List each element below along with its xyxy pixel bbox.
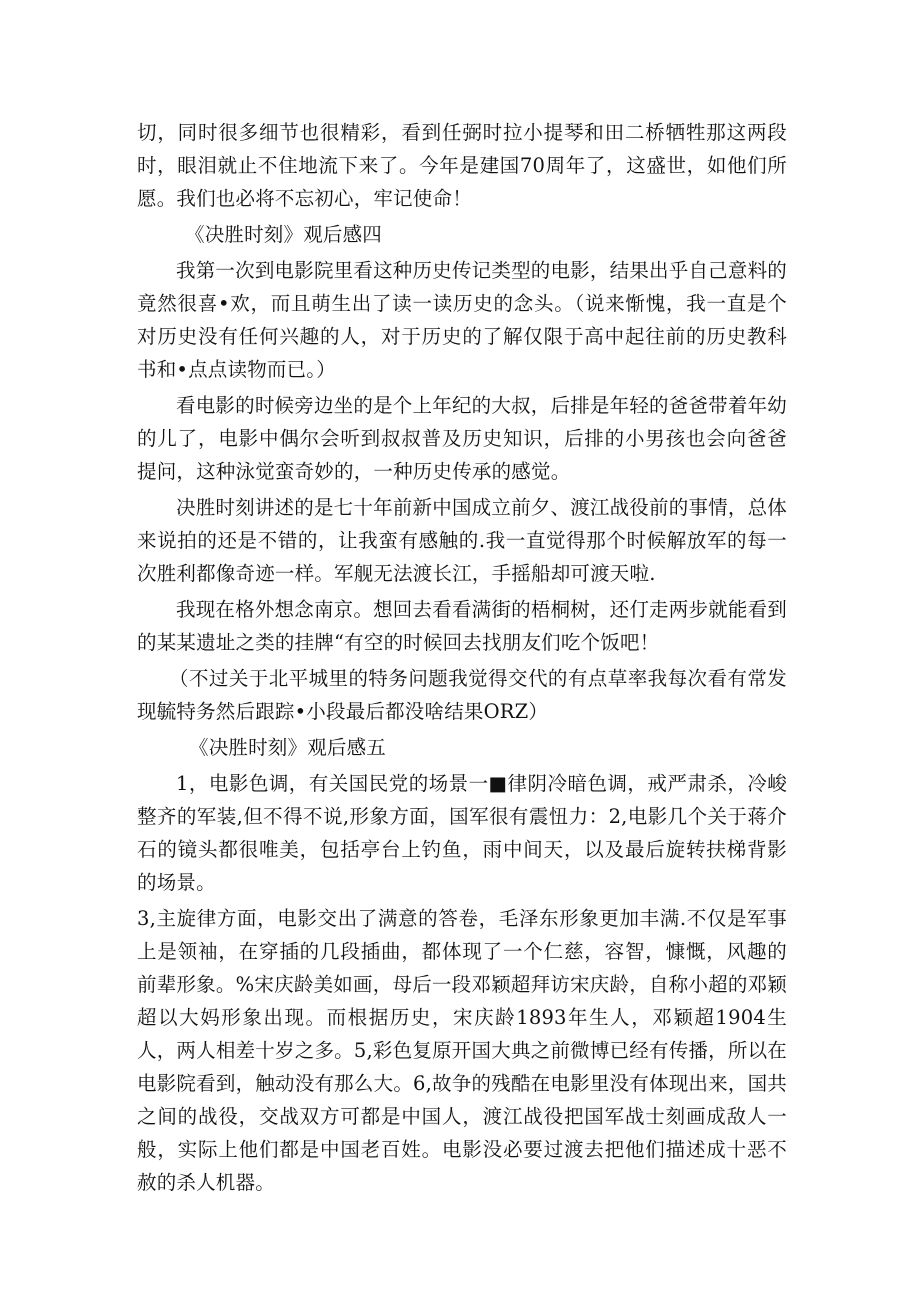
paragraph-continuation: 切，同时很多细节也很精彩，看到任弼时拉小提琴和田二桥牺牲那这两段时，眼泪就止不住地流下来了。今年是建国70周年了，这盛世，如他们所愿。我们也必将不忘初心，牢记使命！ <box>137 121 787 210</box>
paragraph-note: （不过关于北平城里的特务问题我觉得交代的有点草率我每次看有常发现毓特务然后跟踪•小段最后都没啥结果ORZ） <box>137 667 787 723</box>
paragraph-nanjing: 我现在格外想念南京。想回去看看满街的梧桐树，还仃走两步就能看到的某某遗址之类的挂牌“有空的时候回去找朋友们吃个饭吧！ <box>137 598 787 654</box>
paragraph-main-theme: 3,主旋律方面，电影交出了满意的答卷，毛泽东形象更加丰满.不仅是军事上是领袖，在穿插的几段插曲，都体现了一个仁慈，容智，慷慨，风趣的前辈形象。%宋庆龄美如画，母后一段邓颖超拜访宋庆龄，自称小超的邓颖超以大妈形象出现。而根据历史，宋庆龄1893年生人，邓颖超1904生人，两人相差十岁之多。5,彩色复原开国大典之前微博已经有传播，所以在电影院看到，触动没有那么大。6,故争的残酷在电影里没有体现出来，国共之间的战役，交战双方可都是中国人，渡江战役把国军战士刻画成敌人一般，实际上他们都是中国老百姓。电影没必要过渡去把他们描述成十恶不赦的杀人机器。 <box>137 907 787 1194</box>
section-heading-four: 《决胜时刻》观后感四 <box>185 223 383 246</box>
paragraph-summary: 决胜时刻讲述的是七十年前新中国成立前夕、渡江战役前的事情，总体来说拍的还是不错的，让我蛮有感触的.我一直觉得那个时候解放军的每一次胜利都像奇迹一样。军舰无法渡长江，手摇船却可渡天啦. <box>137 496 787 585</box>
paragraph-first-visit: 我第一次到电影院里看这种历史传记类型的电影，结果出乎自己意料的竟然很喜•欢，而且萌生出了读一读历史的念头。（说来惭愧，我一直是个对历史没有任何兴趣的人，对于历史的了解仅限于高中起往前的历史教科书和•点点读物而已。） <box>137 259 787 381</box>
section-heading-five: 《决胜时刻》观后感五 <box>189 736 387 759</box>
paragraph-color-tone: 1，电影色调，有关国民党的场景一■律阴冷暗色调，戒严肃杀，冷峻整齐的军装,但不得不说,形象方面，国军很有震忸力：2,电影几个关于蒋介石的镜头都很唯美，包括亭台上钓鱼，雨中间天，以及最后旋转扶梯背影的场景。 <box>137 772 787 894</box>
document-body <box>137 116 787 1202</box>
paragraph-audience: 看电影的时候旁边坐的是个上年纪的大叔，后排是年轻的爸爸带着年幼的儿了，电影中偶尔会听到叔叔普及历史知识，后排的小男孩也会向爸爸提问，这种泳觉蛮奇妙的，一种历史传承的感觉。 <box>137 394 787 483</box>
